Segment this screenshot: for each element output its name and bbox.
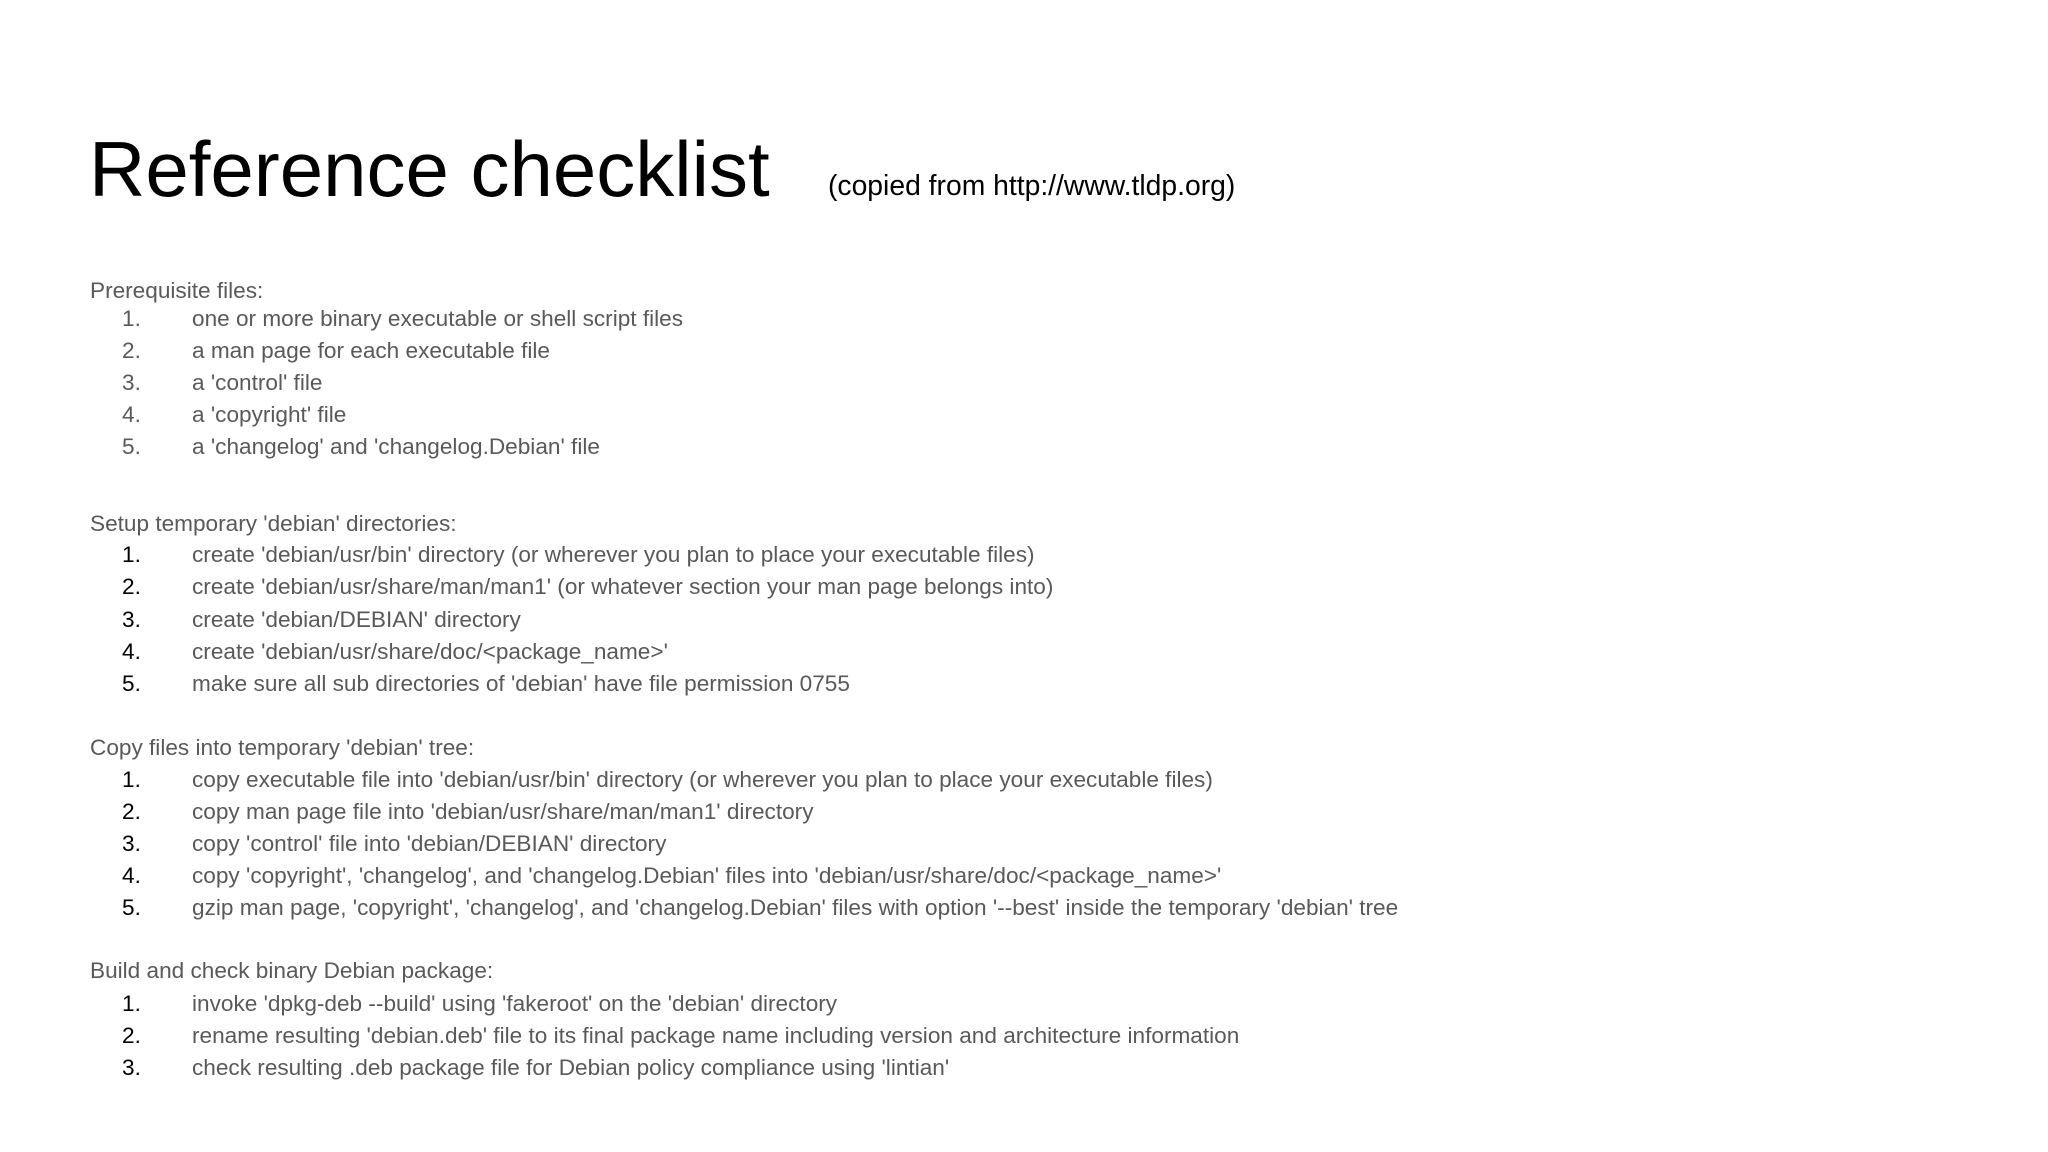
source-note: (copied from http://www.tldp.org) <box>828 169 1236 201</box>
list-text: a 'control' file <box>192 370 323 395</box>
list-number: 5. <box>122 671 141 696</box>
list-number: 4. <box>122 402 141 427</box>
list-number: 3. <box>122 370 141 395</box>
section-heading: Setup temporary 'debian' directories: <box>90 511 457 536</box>
list-text: copy 'copyright', 'changelog', and 'changelog.Debian' files into 'debian/usr/share/doc/<package_name>' <box>192 863 1222 888</box>
list-number: 3. <box>122 1055 141 1080</box>
list-number: 4. <box>122 863 141 888</box>
section-heading: Prerequisite files: <box>90 278 264 303</box>
section-heading: Build and check binary Debian package: <box>90 958 494 983</box>
list-text: copy executable file into 'debian/usr/bin' directory (or wherever you plan to place your executable files) <box>192 767 1213 792</box>
list-text: invoke 'dpkg-deb --build' using 'fakeroot' on the 'debian' directory <box>192 991 838 1016</box>
list-text: gzip man page, 'copyright', 'changelog', and 'changelog.Debian' files with option '--best' inside the temporary 'debian' tree <box>192 895 1399 920</box>
list-text: copy man page file into 'debian/usr/share/man/man1' directory <box>192 799 814 824</box>
list-number: 1. <box>122 767 141 792</box>
list-text: rename resulting 'debian.deb' file to its final package name including version and architecture information <box>192 1023 1240 1048</box>
list-text: a 'copyright' file <box>192 402 347 427</box>
list-number: 2. <box>122 799 141 824</box>
list-number: 5. <box>122 434 141 459</box>
list-number: 2. <box>122 574 141 599</box>
list-text: check resulting .deb package file for Debian policy compliance using 'lintian' <box>192 1055 950 1080</box>
list-text: create 'debian/usr/bin' directory (or wherever you plan to place your executable files) <box>192 542 1035 567</box>
list-text: create 'debian/usr/share/doc/<package_name>' <box>192 639 668 664</box>
list-number: 4. <box>122 639 141 664</box>
list-number: 3. <box>122 831 141 856</box>
list-number: 1. <box>122 306 141 331</box>
list-text: a 'changelog' and 'changelog.Debian' file <box>192 434 600 459</box>
list-number: 1. <box>122 991 141 1016</box>
list-number: 2. <box>122 338 141 363</box>
list-text: create 'debian/usr/share/man/man1' (or whatever section your man page belongs into) <box>192 574 1054 599</box>
slide-title: Reference checklist <box>89 125 770 213</box>
list-number: 3. <box>122 607 141 632</box>
list-text: one or more binary executable or shell script files <box>192 306 684 331</box>
section-heading: Copy files into temporary 'debian' tree: <box>90 735 475 760</box>
list-number: 1. <box>122 542 141 567</box>
list-text: make sure all sub directories of 'debian' have file permission 0755 <box>192 671 850 696</box>
list-number: 5. <box>122 895 141 920</box>
list-text: a man page for each executable file <box>192 338 550 363</box>
list-text: create 'debian/DEBIAN' directory <box>192 607 521 632</box>
list-text: copy 'control' file into 'debian/DEBIAN' directory <box>192 831 667 856</box>
list-number: 2. <box>122 1023 141 1048</box>
